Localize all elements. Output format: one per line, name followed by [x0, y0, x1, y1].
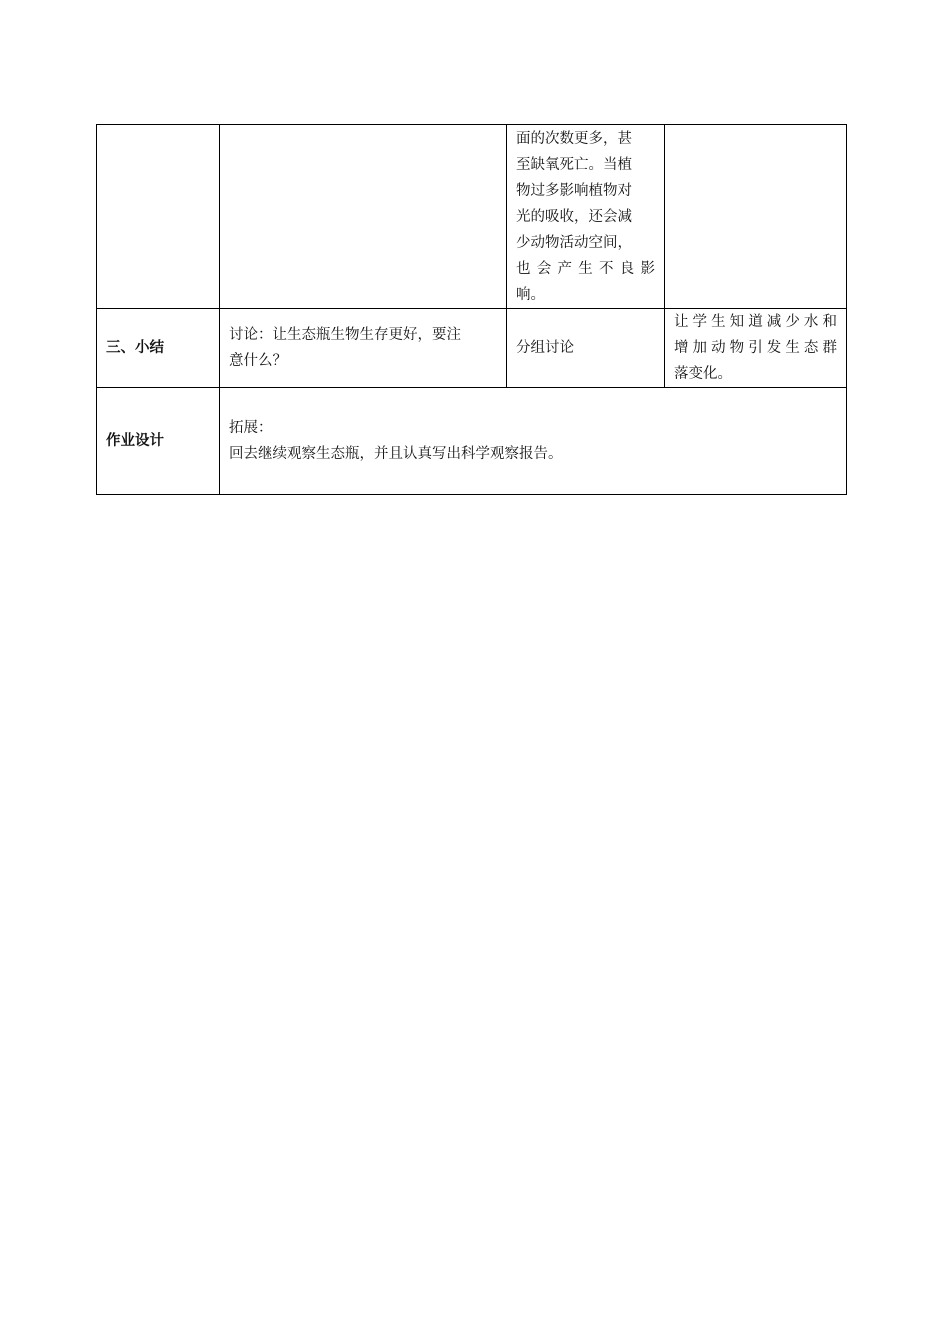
intent-line: 落变化。 [674, 366, 732, 382]
method-line: 也会产生不良影 [516, 261, 655, 277]
method-line: 少动物活动空间， [516, 235, 632, 251]
method-line: 面的次数更多，甚 [516, 131, 632, 147]
method-line: 物过多影响植物对 [516, 183, 632, 199]
activity-cell [220, 309, 507, 388]
method-line: 光的吸收，还会减 [516, 209, 632, 225]
activity-cell [220, 125, 507, 309]
intent-cell [665, 309, 847, 388]
intent-line: 增加动物引发生态群 [674, 340, 837, 356]
lesson-plan-table [96, 124, 847, 495]
table-row [97, 309, 847, 388]
homework-title: 拓展： [229, 420, 273, 436]
activity-line: 讨论：让生态瓶生物生存更好，要注 [229, 327, 461, 343]
homework-body: 回去继续观察生态瓶，并且认真写出科学观察报告。 [229, 446, 563, 462]
activity-line: 意什么？ [229, 353, 287, 369]
homework-label: 作业设计 [97, 388, 220, 495]
method-cell: 分组讨论 [507, 309, 665, 388]
method-line: 至缺氧死亡。当植 [516, 157, 632, 173]
stage-cell [97, 125, 220, 309]
stage-label: 三、小结 [97, 309, 220, 388]
homework-content-cell [220, 388, 847, 495]
intent-line: 让学生知道减少水和 [674, 314, 837, 330]
table-row [97, 388, 847, 495]
table-row [97, 125, 847, 309]
method-cell [507, 125, 665, 309]
method-line: 响。 [516, 287, 545, 303]
intent-cell [665, 125, 847, 309]
